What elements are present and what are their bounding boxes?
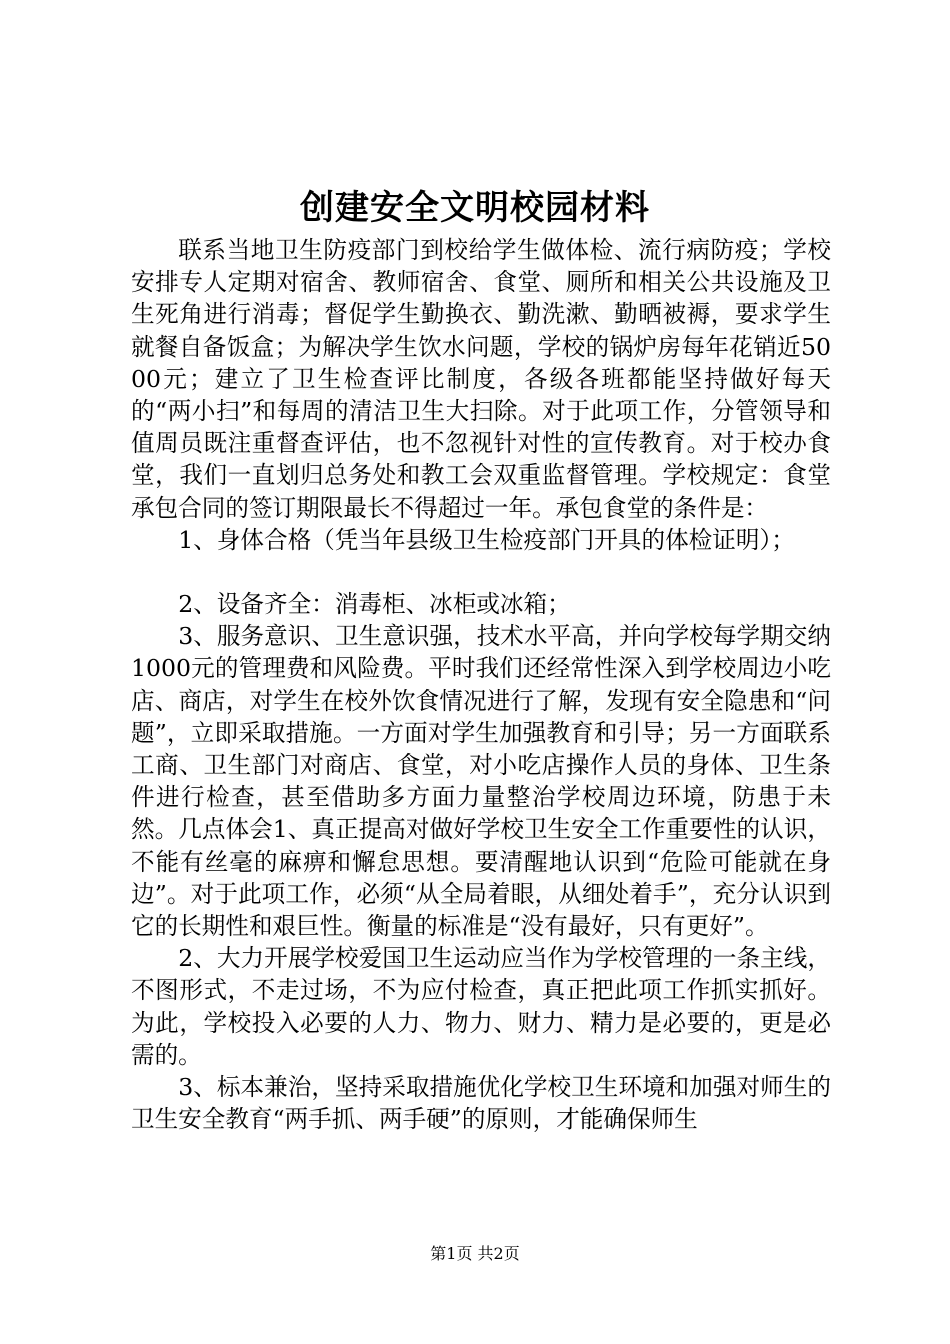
paragraph-hygiene-measures: 联系当地卫生防疫部门到校给学生做体检、流行病防疫；学校安排专人定期对宿舍、教师宿舍、食堂、厕所和相关公共设施及卫生死角进行消毒；督促学生勤换衣、勤洗漱、勤晒被褥，要求学生就餐自备饭盒；为解决学生饮水问题，学校的锅炉房每年花销近5000元；建立了卫生检查评比制度，各级各班都能坚持做好每天的“两小扫”和每周的清洁卫生大扫除。对于此项工作，分管领导和值周员既注重督查评估，也不忽视针对性的宣传教育。对于校办食堂，我们一直划归总务处和教工会双重监督管理。学校规定：食堂承包合同的签订期限最长不得超过一年。承包食堂的条件是： <box>131 236 831 522</box>
document-body <box>131 234 831 1135</box>
paragraph-experience-2: 2、大力开展学校爱国卫生运动应当作为学校管理的一条主线，不图形式，不走过场，不为应付检查，真正把此项工作抓实抓好。为此，学校投入必要的人力、物力、财力、精力是必要的，更是必需的。 <box>131 944 831 1069</box>
paragraph-condition-2: 2、设备齐全：消毒柜、冰柜或冰箱； <box>178 590 571 619</box>
document-title: 创建安全文明校园材料 <box>300 188 650 228</box>
paragraph-experience-3: 3、标本兼治，坚持采取措施优化学校卫生环境和加强对师生的卫生安全教育“两手抓、两手硬”的原则，才能确保师生 <box>131 1073 831 1134</box>
paragraph-condition-3: 3、服务意识、卫生意识强，技术水平高，并向学校每学期交纳1000元的管理费和风险费。平时我们还经常性深入到学校周边小吃店、商店，对学生在校外饮食情况进行了解，发现有安全隐患和“问题”，立即采取措施。一方面对学生加强教育和引导；另一方面联系工商、卫生部门对商店、食堂，对小吃店操作人员的身体、卫生条件进行检查，甚至借助多方面力量整治学校周边环境，防患于未然。几点体会1、真正提高对做好学校卫生安全工作重要性的认识，不能有丝毫的麻痹和懈怠思想。要清醒地认识到“危险可能就在身边”。对于此项工作，必须“从全局着眼，从细处着手”，充分认识到它的长期性和艰巨性。衡量的标准是“没有最好，只有更好”。 <box>131 622 831 941</box>
page-footer: 第1页 共2页 <box>430 1244 520 1263</box>
paragraph-condition-1: 1、身体合格（凭当年县级卫生检疫部门开具的体检证明）； <box>178 525 795 554</box>
